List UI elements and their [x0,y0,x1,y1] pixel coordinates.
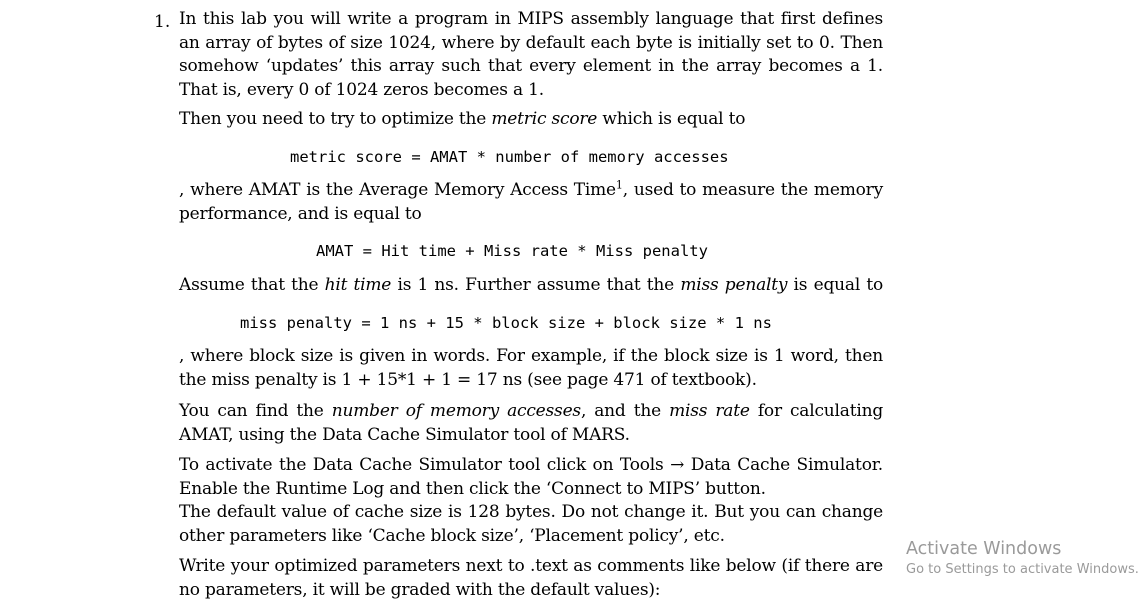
assumption-paragraph [179,274,883,298]
text-run: , where AMAT is the Average Memory Access Time [179,180,616,200]
simulator-line: AMAT, using the Data Cache Simulator tool of MARS. [179,424,630,445]
parameters-line: Write your optimized parameters next to .text as comments like below (if there are [179,556,883,576]
assumption-line [179,274,883,298]
intro-line: In this lab you will write a program in MIPS assembly language that first defines [179,9,883,29]
text-run: You can find the [179,401,332,421]
activation-line: Enable the Runtime Log and then click the ‘Connect to MIPS’ button. [179,478,766,499]
activation-paragraph [179,454,883,548]
footnote-marker: 1 [615,178,623,192]
block-size-paragraph [179,345,883,392]
intro-line: an array of bytes of size 1024, where by default each byte is initially set to 0. Then [179,32,883,53]
miss-penalty-term: miss penalty [680,275,788,295]
amat-definition-line [179,179,883,203]
intro-line: somehow ‘updates’ this array such that every element in the array becomes a 1. [179,56,883,77]
activation-line: To activate the Data Cache Simulator tool click on Tools → Data Cache Simulator. [179,455,883,475]
intro-paragraph [179,8,883,102]
simulator-paragraph [179,400,883,447]
watermark-title: Activate Windows [906,539,1062,559]
block-size-line: the miss penalty is 1 + 15*1 + 1 = 17 ns (see page 471 of textbook). [179,369,757,390]
simulator-line [179,400,883,424]
metric-score-formula: metric score = AMAT * number of memory accesses [290,148,729,166]
metric-intro-paragraph [179,108,883,132]
memory-accesses-term: number of memory accesses [331,401,581,421]
metric-intro-line [179,108,883,132]
activation-line: other parameters like ‘Cache block size’, ‘Placement policy’, etc. [179,525,725,546]
watermark-subtitle: Go to Settings to activate Windows. [906,562,1139,577]
amat-formula: AMAT = Hit time + Miss rate * Miss penalty [316,242,708,260]
parameters-line: no parameters, it will be graded with the default values): [179,579,661,600]
text-run: Assume that the [179,275,325,295]
amat-definition-paragraph [179,179,883,226]
miss-rate-term: miss rate [669,401,750,421]
text-run: which is equal to [597,109,746,129]
text-run: is equal to [787,275,883,295]
activation-line: The default value of cache size is 128 bytes. Do not change it. But you can change [179,502,883,523]
intro-line: That is, every 0 of 1024 zeros becomes a 1. [179,79,544,100]
text-run: is 1 ns. Further assume that the [391,275,681,295]
activate-windows-watermark [906,538,1139,580]
text-run: for calculating [749,401,883,421]
block-size-line: , where block size is given in words. For example, if the block size is 1 word, then [179,346,883,366]
metric-score-term: metric score [491,109,598,129]
amat-definition-line: performance, and is equal to [179,203,422,224]
text-run: , and the [580,401,670,421]
miss-penalty-formula: miss penalty = 1 ns + 15 * block size + block size * 1 ns [240,314,772,332]
text-run: Then you need to try to optimize the [179,109,492,129]
text-run: , used to measure the memory [622,180,883,200]
hit-time-term: hit time [324,275,392,295]
parameters-paragraph [179,555,883,602]
list-item-number: 1. [154,12,171,32]
